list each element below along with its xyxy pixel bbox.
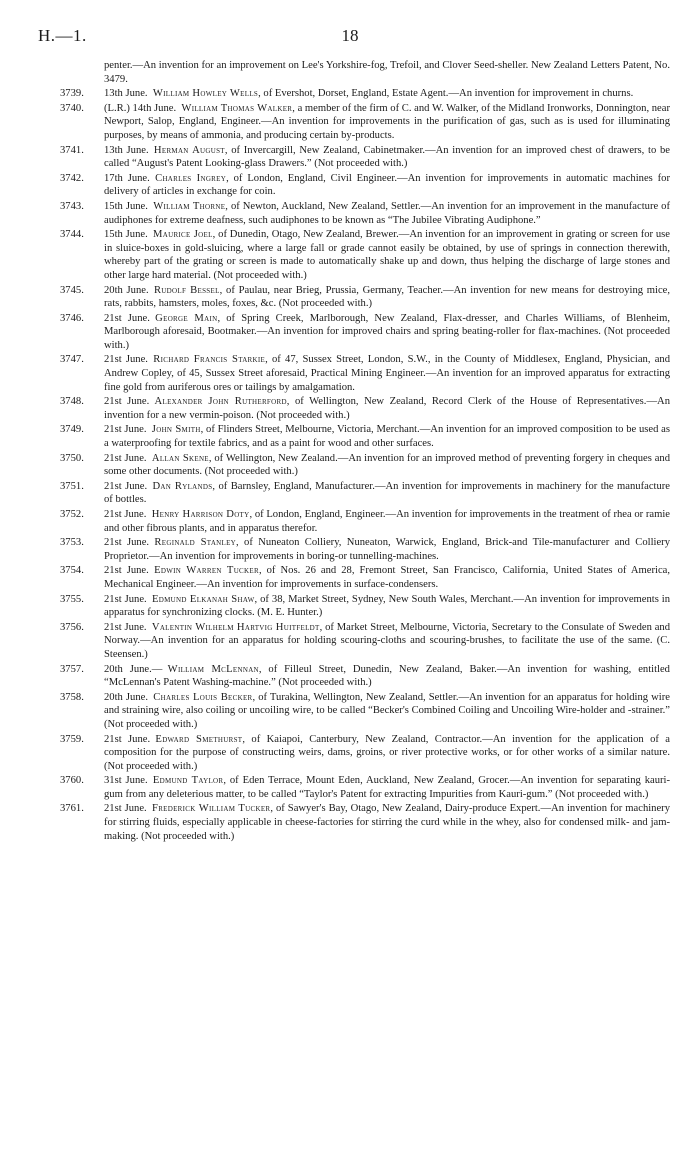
applicant-name: Charles Ingrey [155,172,227,184]
entry-text: , of Newton, Auckland, New Zealand, Settler.—An invention for an improvement in the manufacture of audiphones for extreme deafness, such audiphones to be known as “The Jubilee Vibrating Audiphone.” [104,200,671,226]
patent-entry [0,536,700,563]
patent-entries-list [0,59,700,843]
entry-number: 3749. [60,424,84,436]
entry-date: 15th June. [104,200,148,212]
entry-date: 21st June. [104,354,148,366]
entry-number: 3754. [60,565,84,577]
entry-text: , of Flinders Street, Melbourne, Victoria, Merchant.—An invention for an improved composition to be used as a waterproofing for textile fabrics, and as a paint for wood and other surfaces. [104,424,670,450]
entry-number: 3747. [60,354,84,366]
applicant-name: William Thomas Walker [181,102,293,114]
entry-date: 21st June. [104,509,147,520]
applicant-name: Edward Smethurst [155,733,243,745]
patent-entry [0,59,700,86]
applicant-name: Edmund Elkanah Shaw [151,593,255,605]
entry-text: penter.—An invention for an improvement on Lee's Yorkshire-fog, Trefoil, and Clover Seed-sheller. New Zealand Letters Patent, No. 3479. [104,60,670,85]
entry-number: 3745. [60,284,84,296]
patent-entry [0,733,700,774]
patent-entry [0,508,700,535]
entry-number: 3756. [60,621,84,633]
entry-date: 21st June. [104,424,147,436]
applicant-name: Richard Francis Starkie [153,354,266,366]
entry-number: 3758. [60,691,84,703]
patent-entry [0,284,700,311]
entry-date: 21st June. [104,733,151,745]
entry-text: , a member of the firm of C. and W. Walker, of the Midland Ironworks, Donnington, near Newport, Salop, England, Engineer.—An invention for improvements in the purification of gas, such as is used for illuminating purposes, by means of ammonia, and producing certain by-products. [104,102,670,141]
entry-text: , of Nuneaton Colliery, Nuneaton, Warwick, England, Brick-and Tile-manufacturer and Colliery Proprietor.—An invention for improvements in boring-or tunnelling-machines. [104,537,671,562]
applicant-name: William Howley Wells [152,88,259,100]
applicant-name: Edwin Warren Tucker [154,565,259,577]
patent-entry [0,312,700,353]
applicant-name: Reginald Stanley [154,537,237,549]
entry-date: 21st June. [104,396,150,408]
entry-text: , of Dunedin, Otago, New Zealand, Brewer.—An invention for an improvement in grating or screen for use in sluice-boxes in gold-sluicing, where a large fall or grade cannot easily be obtained, by use of springs in connection therewith, whereby part of the grating or screen is made to automatically shake up and down, thus helping the discharge of large stones and other large hard material. (Not proceeded with.) [104,229,670,281]
entry-date: 21st June. [104,312,150,324]
entry-number: 3746. [60,312,84,324]
patent-entry [0,691,700,732]
entry-text: , of Market Street, Melbourne, Victoria, Secretary to the Consulate of Sweden and Norway.—An invention for an apparatus for holding scouring-cloths and scouring-brushes, to facilitate the use of the same. (C. Steensen.) [104,621,671,660]
entry-text: , of Wellington, New Zealand, Record Clerk of the House of Representatives.—An invention for a new vermin-poison. (Not proceeded with.) [104,396,670,421]
page-header [38,26,662,50]
entry-number: 3751. [60,480,84,492]
patent-entry [0,144,700,171]
patent-entry [0,802,700,843]
patent-entry [0,87,700,101]
applicant-name: Frederick William Tucker [152,803,271,815]
entry-text: , of 47, Sussex Street, London, S.W., in the County of Middlesex, England, Physician, and Andrew Copley, of 45, Sussex Street aforesaid, Practical Mining Engineer.—An invention for an improved apparatus for extracting fine gold from auriferous ores or tailings by amalgamation. [104,354,670,393]
entry-date: 13th June. [104,88,148,100]
applicant-name: Edmund Taylor [152,775,224,787]
entry-date: 21st June. [104,593,147,605]
entry-date: 21st June. [104,565,149,577]
applicant-name: Henry Harrison Doty [151,509,250,520]
entry-text: , of Paulau, near Brieg, Prussia, Germany, Teacher.—An invention for new means for destroying mice, rats, rabbits, hamsters, moles, foxes, &c. (Not proceeded with.) [104,284,670,310]
entry-text: , of London, England, Engineer.—An invention for improvements in the treatment of rhea or ramie and other fibrous plants, and in apparatus therefor. [104,509,671,534]
page-number: 18 [341,26,359,45]
patent-entry [0,172,700,199]
patent-entry [0,200,700,227]
entry-date: 17th June. [104,172,150,184]
entry-date: 20th June.— [104,663,163,675]
applicant-name: Maurice Joel [153,229,213,241]
entry-text: , of Evershot, Dorset, England, Estate Agent.—An invention for improvement in churns. [258,88,634,100]
entry-text: , of Spring Creek, Marlborough, New Zealand, Flax-dresser, and Charles Williams, of Blenheim, Marlborough aforesaid, Bootmaker.—An invention for improved chairs and spring beating-roller for flax-machines. (Not proceeded with.) [104,312,670,351]
patent-entry [0,228,700,282]
entry-number: 3740. [60,102,84,114]
applicant-name: Allan Skene [151,452,209,464]
applicant-name: George Main [155,312,218,324]
entry-number: 3759. [60,733,84,745]
entry-number: 3744. [60,229,84,241]
applicant-name: Rudolf Bessel [153,284,220,296]
applicant-name: Charles Louis Becker [153,691,253,703]
document-reference: H.—1. [38,26,87,45]
entry-date: 15th June. [104,229,148,241]
entry-date: 21st June. [104,621,147,633]
entry-number: 3741. [60,144,84,156]
entry-number: 3761. [60,803,84,815]
entry-text: , of Invercargill, New Zealand, Cabinetmaker.—An invention for an improved chest of drawers, to be called “August's Patent Looking-glass Drawers.” (Not proceeded with.) [104,144,670,170]
entry-date: 20th June. [104,284,149,296]
entry-number: 3757. [60,663,84,675]
entry-text: , of Sawyer's Bay, Otago, New Zealand, Dairy-produce Expert.—An invention for machinery for stirring fluids, especially applicable in cheese-factories for stirring the curd while in the whey, also for condensed milk- and jam-making. (Not proceeded with.) [104,803,671,842]
entry-number: 3750. [60,452,84,464]
entry-number: 3752. [60,509,84,520]
entry-text: , of Wellington, New Zealand.—An invention for an improved method of preventing forgery in cheques and some other documents. (Not proceeded with.) [104,452,671,478]
entry-date: 21st June. [104,537,150,549]
entry-text: , of Nos. 26 and 28, Fremont Street, San Francisco, California, United States of America, Mechanical Engineer.—An invention for improvements in surface-condensers. [104,565,670,590]
entry-number: 3748. [60,396,84,408]
entry-date: 21st June. [104,452,147,464]
entry-number: 3755. [60,593,84,605]
entry-date: 20th June. [104,691,148,703]
patent-entry [0,774,700,801]
entry-number: 3760. [60,775,84,787]
patent-entry [0,480,700,507]
patent-entry [0,593,700,620]
entry-text: , of 38, Market Street, Sydney, New South Wales, Merchant.—An invention for improvements in apparatus for synchronizing clocks. (M. E. Hunter.) [104,593,671,619]
entry-text: , of London, England, Civil Engineer.—An invention for improvements in automatic machines for delivery of articles in exchange for coin. [104,172,670,198]
applicant-name: Dan Rylands [152,480,213,492]
patent-entry [0,621,700,662]
patent-entry [0,452,700,479]
patent-entry [0,102,700,143]
entry-date: 21st June. [104,480,148,492]
patent-entry [0,423,700,450]
applicant-name: Herman August [153,144,225,156]
applicant-name: William Thorne [153,200,226,212]
entry-date: 31st June. [104,775,148,787]
entry-number: 3742. [60,172,84,184]
entry-number: 3743. [60,200,84,212]
patent-entry [0,353,700,394]
applicant-name: William McLennan [167,663,259,675]
entry-date: (L.R.) 14th June. [104,102,177,114]
patent-entry [0,395,700,422]
entry-number: 3753. [60,537,84,549]
entry-date: 13th June. [104,144,149,156]
entry-number: 3739. [60,88,84,100]
patent-entry [0,663,700,690]
entry-text: , of Kaiapoi, Canterbury, New Zealand, Contractor.—An invention for the application of a composition for the purpose of constructing weirs, dams, groins, or river protective works, or for other works of a similar nature. (Not proceeded with.) [104,733,670,772]
applicant-name: Alexander John Rutherford [154,396,287,408]
applicant-name: John Smith [151,424,201,436]
patent-entry [0,564,700,591]
entry-text: , of Turakina, Wellington, New Zealand, Settler.—An invention for an apparatus for holding wire and straining wire, also coiling or uncoiling wire, to be called “Becker's Combined Coiling and Uncoiling Wire-holder and -strainer.” (Not proceeded with.) [104,691,670,730]
applicant-name: Valentin Wilhelm Hartvig Huitfeldt [151,621,320,633]
entry-text: , of Filleul Street, Dunedin, New Zealand, Baker.—An invention for washing, entitled “McLennan's Patent Washing-machine.” (Not proceeded with.) [104,663,670,689]
entry-text: , of Barnsley, England, Manufacturer.—An invention for improvements in machinery for the manufacture of bottles. [104,480,670,506]
entry-date: 21st June. [104,803,147,815]
entry-text: , of Eden Terrace, Mount Eden, Auckland, New Zealand, Grocer.—An invention for separating kauri-gum from any deleterious matter, to be called “Taylor's Patent for extracting Impurities from Kauri-gum.” (Not proceeded with.) [104,775,670,800]
